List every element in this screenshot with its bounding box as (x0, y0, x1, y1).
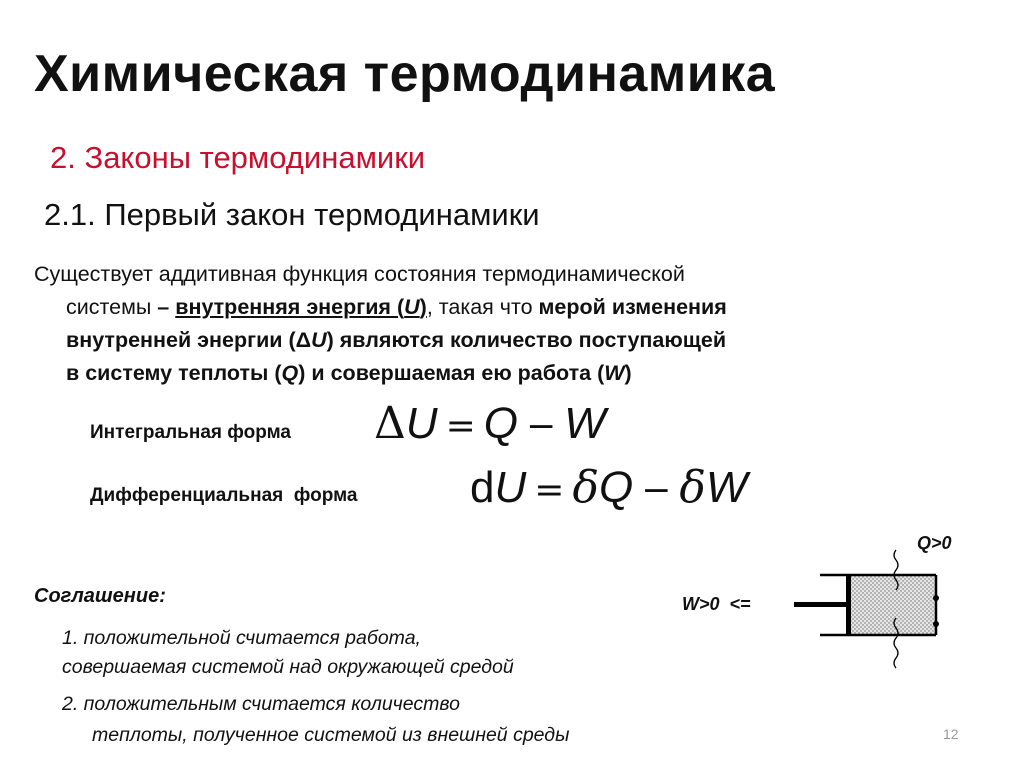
definition-bold-text: ) и совершаемая ею работа ( (298, 361, 605, 385)
wall-marker (933, 595, 939, 601)
definition-line-4 (66, 357, 632, 390)
symbol-U: U (311, 328, 327, 352)
definition-bold-text: ) (624, 361, 632, 385)
piston-rod (794, 602, 848, 607)
agreement-item-1-line-1: 1. положительной считается работа, (62, 627, 421, 649)
symbol-W: W (604, 361, 625, 385)
symbol-U: U (404, 295, 420, 319)
symbol-Q: Q (281, 361, 299, 385)
delta-small-symbol: δ (679, 462, 706, 513)
subsection-heading: 2.1. Первый закон термодинамики (44, 197, 540, 232)
formula-U: U (405, 399, 438, 448)
formula-d: d (470, 463, 495, 512)
formula-Q: Q (598, 463, 634, 512)
differential-form-label: Дифференциальная форма (90, 485, 358, 506)
page-number: 12 (943, 726, 959, 742)
delta-symbol: Δ (374, 398, 406, 449)
definition-bold-text: мерой изменения (538, 295, 727, 319)
minus-sign: − (525, 406, 557, 447)
minus-sign: − (641, 470, 672, 511)
formula-W: W (705, 463, 748, 512)
agreement-heading: Соглашение: (34, 585, 166, 607)
agreement-item-2-line-1: 2. положительным считается количество (62, 693, 460, 715)
internal-energy-text: внутренняя энергия ( (175, 295, 405, 319)
piston-diagram (790, 540, 970, 690)
internal-energy-paren: ) (419, 295, 427, 319)
integral-formula (374, 398, 606, 449)
section-heading: 2. Законы термодинамики (50, 140, 426, 175)
definition-bold-text: в систему теплоты ( (66, 361, 282, 385)
formula-U: U (494, 463, 527, 512)
internal-energy-term (175, 295, 427, 319)
definition-text: Существует аддитивная функция состояния термодинамической (34, 262, 685, 286)
delta-small-symbol: δ (572, 462, 599, 513)
definition-text: системы (66, 295, 158, 319)
definition-line-2 (66, 291, 727, 324)
work-positive-label: W>0 <= (682, 594, 751, 614)
agreement-item-1-line-2: совершаемая системой над окружающей средой (62, 656, 514, 678)
differential-formula (470, 462, 747, 513)
formula-W: W (564, 399, 606, 448)
definition-text: , такая что (426, 295, 539, 319)
wall-marker (933, 621, 939, 627)
integral-form-label: Интегральная форма (90, 422, 291, 443)
definition-dash: – (157, 295, 170, 319)
agreement-item-2-line-2: теплоты, полученное системой из внешней среды (92, 724, 570, 746)
definition-line-1 (34, 258, 685, 291)
equals-sign: = (534, 470, 565, 511)
definition-bold-text: внутренней энергии (Δ (66, 328, 312, 352)
heat-positive-label: Q>0 (917, 533, 952, 553)
slide-title: Химическая термодинамика (34, 45, 776, 103)
equals-sign: = (445, 406, 476, 447)
formula-Q: Q (483, 399, 518, 448)
definition-bold-text: ) являются количество поступающей (326, 328, 727, 352)
definition-line-3 (66, 324, 726, 357)
